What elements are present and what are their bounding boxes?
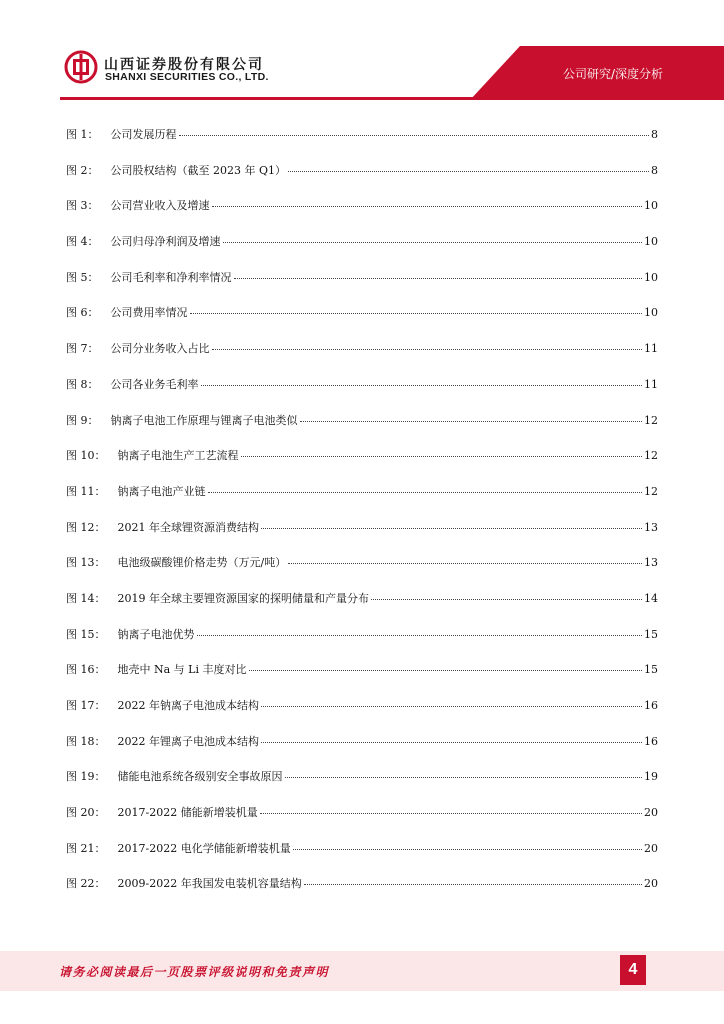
toc-leader-dots (371, 599, 642, 600)
toc-figure-number: 图 17： (66, 699, 106, 712)
toc-entry[interactable] (66, 412, 658, 448)
toc-figure-title[interactable]: 钠离子电池产业链 (117, 484, 206, 498)
toc-page-number: 20 (644, 806, 658, 820)
toc-entry[interactable] (66, 804, 658, 840)
company-logo-icon (64, 50, 98, 84)
toc-entry[interactable] (66, 304, 658, 340)
toc-entry[interactable] (66, 126, 658, 162)
toc-leader-dots (241, 456, 643, 457)
toc-entry[interactable] (66, 340, 658, 376)
toc-figure-number: 图 1： (66, 128, 99, 141)
toc-entry[interactable] (66, 162, 658, 198)
toc-figure-number: 图 5： (66, 270, 99, 284)
toc-figure-title[interactable]: 公司分业务收入占比 (110, 342, 210, 356)
toc-entry[interactable] (66, 875, 658, 911)
toc-page-number: 11 (644, 377, 658, 391)
page-number: 4 (620, 955, 646, 985)
toc-leader-dots (261, 706, 642, 707)
toc-figure-title[interactable]: 储能电池系统各级别安全事故原因 (117, 770, 283, 784)
toc-entry[interactable] (66, 483, 658, 519)
toc-figure-number: 图 7： (66, 342, 99, 356)
toc-figure-title[interactable]: 公司归母净利润及增速 (110, 235, 221, 249)
toc-leader-dots (260, 813, 642, 814)
toc-figure-number: 图 2： (66, 163, 99, 177)
toc-page-number: 16 (644, 699, 658, 712)
toc-page-number: 12 (644, 484, 658, 498)
toc-page-number: 20 (644, 841, 658, 855)
toc-leader-dots (293, 849, 642, 850)
toc-page-number: 14 (644, 591, 658, 605)
toc-figure-number: 图 11： (66, 484, 106, 498)
toc-figure-number: 图 10： (66, 449, 106, 463)
toc-figure-title[interactable]: 2019 年全球主要锂资源国家的探明储量和产量分布 (117, 591, 369, 605)
toc-figure-number: 图 15： (66, 627, 106, 641)
toc-figure-title[interactable]: 2021 年全球锂资源消费结构 (117, 520, 259, 534)
toc-figure-title[interactable]: 公司费用率情况 (110, 306, 188, 320)
toc-figure-title[interactable]: 电池级碳酸锂价格走势（万元/吨） (117, 556, 287, 570)
toc-page-number: 10 (644, 270, 658, 284)
company-name-en: SHANXI SECURITIES CO., LTD. (105, 71, 269, 83)
toc-figure-number: 图 12： (66, 520, 106, 534)
toc-leader-dots (212, 206, 643, 207)
toc-figure-number: 图 16： (66, 663, 106, 677)
toc-page-number: 15 (644, 627, 658, 641)
toc-page-number: 10 (644, 199, 658, 213)
toc-entry[interactable] (66, 733, 658, 769)
toc-leader-dots (208, 492, 643, 493)
toc-page-number: 8 (651, 128, 658, 141)
toc-page-number: 15 (644, 663, 658, 677)
toc-leader-dots (261, 528, 642, 529)
toc-figure-number: 图 20： (66, 806, 106, 820)
toc-entry[interactable] (66, 376, 658, 412)
toc-leader-dots (197, 635, 643, 636)
toc-entry[interactable] (66, 840, 658, 876)
toc-figure-title[interactable]: 公司营业收入及增速 (110, 199, 210, 213)
toc-page-number: 13 (644, 556, 658, 570)
toc-figure-number: 图 9： (66, 413, 99, 427)
toc-figure-title[interactable]: 2017-2022 储能新增装机量 (117, 806, 258, 820)
toc-page-number: 13 (644, 520, 658, 534)
toc-leader-dots (212, 349, 643, 350)
toc-leader-dots (179, 135, 650, 136)
toc-leader-dots (285, 777, 643, 778)
header-banner (0, 0, 724, 100)
toc-figure-number: 图 22： (66, 877, 106, 891)
toc-page-number: 19 (644, 770, 658, 784)
toc-page-number: 16 (644, 734, 658, 748)
toc-entry[interactable] (66, 269, 658, 305)
toc-leader-dots (261, 742, 642, 743)
toc-figure-number: 图 6： (66, 306, 99, 320)
toc-figure-title[interactable]: 2022 年钠离子电池成本结构 (117, 699, 259, 712)
toc-page-number: 11 (644, 342, 658, 356)
toc-entry[interactable] (66, 554, 658, 590)
toc-figure-title[interactable]: 公司各业务毛利率 (110, 377, 199, 391)
toc-leader-dots (223, 242, 643, 243)
toc-figure-number: 图 21： (66, 841, 106, 855)
toc-figure-title[interactable]: 钠离子电池优势 (117, 627, 195, 641)
toc-figure-title[interactable]: 公司股权结构（截至 2023 年 Q1） (110, 163, 286, 177)
toc-figure-title[interactable]: 公司毛利率和净利率情况 (110, 270, 232, 284)
toc-page-number: 12 (644, 413, 658, 427)
toc-figure-number: 图 14： (66, 591, 106, 605)
toc-figure-title[interactable]: 钠离子电池工作原理与锂离子电池类似 (110, 413, 298, 427)
toc-page-number: 12 (644, 449, 658, 463)
toc-entry[interactable] (66, 519, 658, 555)
toc-entry[interactable] (66, 768, 658, 804)
toc-page-number: 20 (644, 877, 658, 891)
toc-page-number: 10 (644, 306, 658, 320)
toc-figure-number: 图 18： (66, 734, 106, 748)
figure-index (66, 118, 658, 911)
toc-entry[interactable] (66, 697, 658, 733)
toc-leader-dots (190, 313, 643, 314)
toc-figure-number: 图 13： (66, 556, 106, 570)
toc-page-number: 8 (651, 163, 658, 177)
company-name-cn: 山西证券股份有限公司 (104, 57, 264, 73)
toc-entry[interactable] (66, 447, 658, 483)
toc-figure-number: 图 3： (66, 199, 99, 213)
toc-figure-title[interactable]: 2022 年锂离子电池成本结构 (117, 734, 259, 748)
footer-disclaimer: 请务必阅读最后一页股票评级说明和免责声明 (59, 965, 330, 979)
toc-entry[interactable] (66, 233, 658, 269)
toc-leader-dots (201, 385, 643, 386)
toc-figure-title[interactable]: 2017-2022 电化学储能新增装机量 (117, 841, 291, 855)
toc-figure-number: 图 19： (66, 770, 106, 784)
toc-figure-title[interactable]: 钠离子电池生产工艺流程 (117, 449, 239, 463)
toc-entry[interactable] (66, 661, 658, 697)
toc-leader-dots (300, 421, 643, 422)
toc-figure-title[interactable]: 2009-2022 年我国发电装机容量结构 (117, 877, 302, 891)
toc-figure-title[interactable]: 地壳中 Na 与 Li 丰度对比 (117, 663, 247, 677)
toc-entry[interactable] (66, 626, 658, 662)
toc-figure-number: 图 4： (66, 235, 99, 249)
toc-leader-dots (288, 171, 649, 172)
page-header (0, 0, 724, 100)
toc-leader-dots (288, 563, 642, 564)
toc-figure-title[interactable]: 公司发展历程 (110, 128, 177, 141)
toc-leader-dots (249, 670, 643, 671)
toc-page-number: 10 (644, 235, 658, 249)
toc-leader-dots (234, 278, 643, 279)
toc-entry[interactable] (66, 197, 658, 233)
toc-leader-dots (304, 884, 642, 885)
section-label: 公司研究/深度分析 (562, 67, 663, 81)
toc-entry[interactable] (66, 590, 658, 626)
toc-figure-number: 图 8： (66, 377, 99, 391)
